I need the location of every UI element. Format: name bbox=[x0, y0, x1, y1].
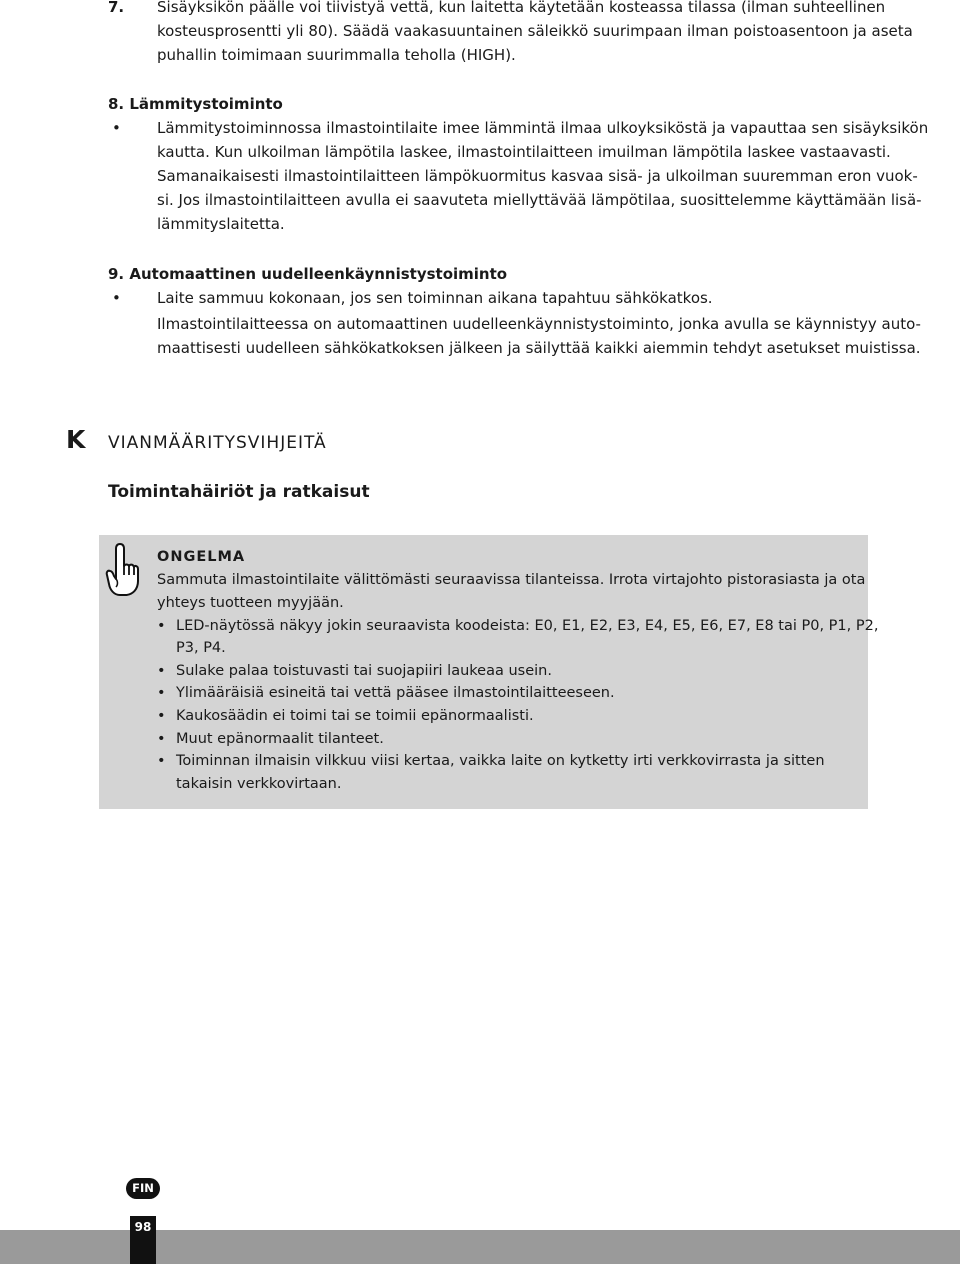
item7-line: Sisäyksikön päälle voi tiivistyä vettä, kun laitetta käytetään kosteassa tilassa (ilman suhteellinen bbox=[157, 0, 886, 16]
section-title: VIANMÄÄRITYSVIHJEITÄ bbox=[108, 433, 327, 453]
item9-line: maattisesti uudelleen sähkökatkoksen jälkeen ja säilyttää kaikki aiemmin tehdyt asetukset muistissa. bbox=[157, 339, 921, 357]
item7-line: kosteusprosentti yli 80). Säädä vaakasuuntainen säleikkö suurimpaan ilman poistoasentoon ja aseta bbox=[157, 22, 913, 40]
bullet-icon: • bbox=[157, 708, 166, 724]
bullet-icon: • bbox=[157, 685, 166, 701]
bullet-icon: • bbox=[112, 289, 121, 307]
section-letter: K bbox=[66, 425, 86, 454]
subsection-title: Toimintahäiriöt ja ratkaisut bbox=[108, 482, 370, 502]
item9-line: Ilmastointilaitteessa on automaattinen uudelleenkäynnistystoiminto, jonka avulla se käynnistyy auto- bbox=[157, 315, 921, 333]
bullet-icon: • bbox=[157, 731, 166, 747]
problem-intro-line: yhteys tuotteen myyjään. bbox=[157, 595, 344, 611]
item9-heading: 9. Automaattinen uudelleenkäynnistystoiminto bbox=[108, 265, 508, 283]
item8-line: si. Jos ilmastointilaitteen avulla ei saavuteta miellyttävää lämpötilaa, suosittelemme käyttämään lisä- bbox=[157, 191, 922, 209]
bullet-icon: • bbox=[112, 119, 121, 137]
bullet-icon: • bbox=[157, 753, 166, 769]
item8-line: Samanaikaisesti ilmastointilaitteen lämpökuormitus kasvaa sisä- ja ulkoilman suuremman eron vuok- bbox=[157, 167, 918, 185]
item7-line: puhallin toimimaan suurimmalla teholla (HIGH). bbox=[157, 46, 516, 64]
item7-number: 7. bbox=[108, 0, 125, 16]
problem-bullet: Ylimääräisiä esineitä tai vettä pääsee ilmastointilaitteeseen. bbox=[176, 685, 615, 701]
item9-line: Laite sammuu kokonaan, jos sen toiminnan aikana tapahtuu sähkökatkos. bbox=[157, 289, 713, 307]
problem-bullet: LED-näytössä näkyy jokin seuraavista koodeista: E0, E1, E2, E3, E4, E5, E6, E7, E8 tai P0, P1, P2, bbox=[176, 618, 879, 634]
problem-bullet: Muut epänormaalit tilanteet. bbox=[176, 731, 384, 747]
problem-title: ONGELMA bbox=[157, 549, 246, 565]
item8-line: kautta. Kun ulkoilman lämpötila laskee, ilmastointilaitteen imuilman lämpötila laskee vastaavasti. bbox=[157, 143, 891, 161]
raised-finger-hand-icon bbox=[104, 541, 142, 599]
bullet-icon: • bbox=[157, 618, 166, 634]
problem-bullet: Toiminnan ilmaisin vilkkuu viisi kertaa, vaikka laite on kytketty irti verkkovirrasta ja sitten bbox=[176, 753, 825, 769]
bullet-icon: • bbox=[157, 663, 166, 679]
item8-heading: 8. Lämmitystoiminto bbox=[108, 95, 283, 113]
item8-line: Lämmitystoiminnossa ilmastointilaite imee lämmintä ilmaa ulkoyksiköstä ja vapauttaa sen sisäyksikön bbox=[157, 119, 929, 137]
problem-bullet-continuation: takaisin verkkovirtaan. bbox=[176, 776, 342, 792]
problem-bullet: Sulake palaa toistuvasti tai suojapiiri laukeaa usein. bbox=[176, 663, 552, 679]
problem-bullet: Kaukosäädin ei toimi tai se toimii epänormaalisti. bbox=[176, 708, 534, 724]
item8-line: lämmityslaitetta. bbox=[157, 215, 285, 233]
language-badge: FIN bbox=[126, 1178, 160, 1199]
page-number: 98 bbox=[130, 1216, 156, 1264]
problem-intro-line: Sammuta ilmastointilaite välittömästi seuraavissa tilanteissa. Irrota virtajohto pistorasiasta ja ota bbox=[157, 572, 866, 588]
problem-bullet-continuation: P3, P4. bbox=[176, 640, 226, 656]
